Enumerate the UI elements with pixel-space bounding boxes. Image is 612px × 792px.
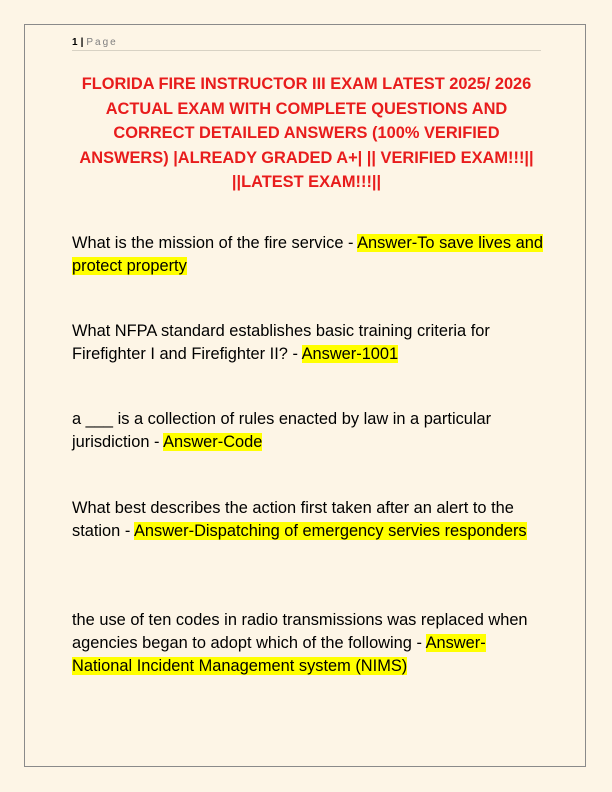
question-text: a ___ is a collection of rules enacted by law in a particular jurisdiction -: [72, 410, 492, 451]
qa-item: [72, 609, 544, 678]
page-number-separator: |: [80, 37, 84, 48]
question-text: the use of ten codes in radio transmissions was replaced when agencies began to adopt which of the following -: [72, 611, 528, 652]
question-text: What NFPA standard establishes basic training criteria for Firefighter I and Firefighter II? -: [72, 322, 490, 363]
answer-text: Answer-To save lives and protect property: [72, 234, 543, 275]
qa-item: [72, 497, 544, 543]
page-label: Page: [86, 37, 118, 48]
answer-text: Answer-Dispatching of emergency servies responders: [133, 522, 527, 540]
qa-item: [72, 408, 544, 454]
question-text: What is the mission of the fire service -: [72, 234, 358, 252]
page-header: [72, 36, 541, 51]
qa-item: [72, 320, 544, 366]
page-number: 1: [72, 37, 78, 48]
qa-item: [72, 232, 544, 278]
document-title: FLORIDA FIRE INSTRUCTOR III EXAM LATEST 2025/ 2026 ACTUAL EXAM WITH COMPLETE QUESTIONS AND CORRECT DETAILED ANSWERS (100% VERIFIED ANSWERS) |ALREADY GRADED A+| || VERIFIED EXAM!!!|| ||LATEST EXAM!!!||: [79, 75, 534, 192]
answer-text: Answer-National Incident Management system (NIMS): [72, 634, 486, 675]
answer-text: Answer-Code: [163, 433, 263, 451]
question-text: What best describes the action first taken after an alert to the station -: [72, 499, 514, 540]
answer-text: Answer-1001: [301, 345, 399, 363]
